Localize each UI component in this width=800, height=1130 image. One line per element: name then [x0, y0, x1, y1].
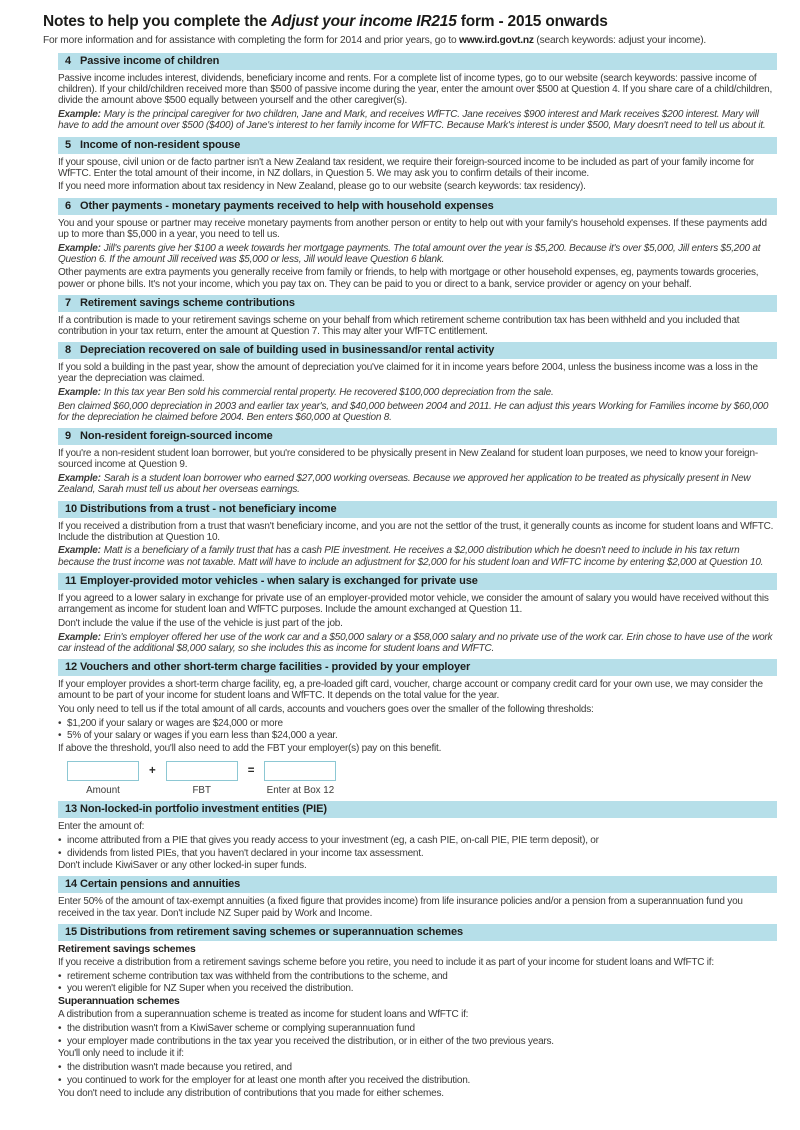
paragraph: Enter the amount of:	[58, 821, 145, 833]
bullet-icon: •	[58, 1023, 62, 1035]
bullet-item	[58, 983, 777, 994]
section-header	[58, 876, 777, 893]
section-number: 11	[65, 574, 77, 587]
example-label: Example:	[58, 387, 101, 399]
section-6	[58, 198, 777, 290]
section-15	[58, 924, 777, 1099]
bullet-icon: •	[58, 717, 62, 729]
bullet-text: the distribution wasn't from a KiwiSaver scheme or complying superannuation fund	[67, 1023, 415, 1035]
example-paragraph	[58, 473, 777, 495]
page-title	[43, 13, 786, 31]
bullet-item	[58, 848, 777, 859]
example-text: Sarah is a student loan borrower who earned $27,000 working overseas. Because we approved her application to be treated as physically present in New Zealand, Sarah must tell us about her overseas earnings.	[58, 473, 751, 496]
section-header	[58, 295, 777, 312]
bullet-text: the distribution wasn't made because you retired, and	[67, 1062, 292, 1074]
section-5	[58, 137, 777, 193]
section-13	[58, 801, 777, 871]
fbt-calculation-row	[67, 761, 777, 796]
section-12	[58, 659, 777, 796]
section-header	[58, 659, 777, 676]
bullet-item	[58, 718, 777, 729]
paragraph: If above the threshold, you'll also need to add the FBT your employer(s) pay on this benefit.	[58, 742, 442, 754]
section-number: 5	[65, 138, 72, 151]
bullet-icon: •	[58, 1074, 62, 1086]
paragraph: Other payments are extra payments you generally receive from family or friends, to help with mortgage or other household expenses, eg, payments towards groceries, power or phone bills. It's not your income, which you pay tax on. They can be paid to you or direct to a bank, service provider or agency on your behalf.	[58, 267, 759, 290]
paragraph: Don't include KiwiSaver or any other locked-in super funds.	[58, 860, 307, 872]
fbt-label: FBT	[192, 785, 211, 797]
paragraph: If you agreed to a lower salary in exchange for private use of an employer-provided motor vehicle, we consider the amount of salary you would have received without this arrangement as income for student loan and WfFTC purposes. Include the amount exchanged at Question 11.	[58, 592, 769, 616]
example-text: Matt is a beneficiary of a family trust that has a cash PIE investment. He receives a $2,000 distribution which he doesn't need to include in his tax return because the trust income was not taxable. Matt will have to include an adjustment for $2,000 for his student loan and WfFTC income by entering $2,000 at Question 10.	[58, 545, 764, 568]
section-7	[58, 295, 777, 337]
section-title: Other payments - monetary payments received to help with household expenses	[80, 199, 494, 212]
section-header	[58, 53, 777, 70]
enter-at-box-12-cell	[264, 761, 336, 796]
form-name-italic: Adjust your income IR215	[271, 13, 457, 30]
section-number: 15	[65, 925, 78, 938]
bullet-item	[58, 1075, 777, 1086]
intro-line	[43, 35, 786, 46]
section-header	[58, 342, 777, 359]
section-number: 7	[65, 296, 72, 309]
section-header	[58, 801, 777, 818]
fbt-input[interactable]	[166, 761, 238, 781]
section-title: Distributions from a trust - not beneficiary income	[80, 502, 337, 515]
paragraph: If a contribution is made to your retirement savings scheme on your behalf from which retirement scheme contribution tax has been withheld and you included that contribution in your tax return, enter the amount at Question 7. This may alter your WfFTC entitlement.	[58, 314, 740, 338]
section-4	[58, 53, 777, 132]
example-continued: Ben claimed $60,000 depreciation in 2003 and earlier tax year's, and $40,000 between 2004 and 2011. He can adjust this years Working for Families income by $60,000 for the depreciation he claimed before 2004. Ben enters $60,000 at Question 8.	[58, 400, 769, 424]
bullet-item	[58, 971, 777, 982]
example-text: Mary is the principal caregiver for two children, Jane and Mark, and receives WfFTC. Jane receives $900 interest and Mark receives $200 interest. Mary will have to add the amount over $500 ($400) of Jane's interest to her family income for WfFTC. Because Mark's interest is under $500, Mary doesn't need to tell us about it.	[58, 109, 766, 132]
paragraph: If you receive a distribution from a retirement savings scheme before you retire, you need to include it as part of your income for student loans and WfFTC if:	[58, 957, 714, 969]
sub-heading: Retirement savings schemes	[58, 943, 196, 955]
section-number: 12	[65, 660, 78, 673]
section-header	[58, 198, 777, 215]
bullet-item	[58, 835, 777, 846]
section-9	[58, 428, 777, 495]
bullet-icon: •	[58, 834, 62, 846]
example-paragraph	[58, 243, 777, 265]
bullet-text: income attributed from a PIE that gives you ready access to your investment (eg, a cash PIE, on-call PIE, PIE term deposit), or	[67, 834, 599, 846]
section-title: Non-resident foreign-sourced income	[80, 430, 273, 443]
section-header	[58, 428, 777, 445]
section-number: 13	[65, 803, 78, 816]
section-8	[58, 342, 777, 423]
bullet-item	[58, 1062, 777, 1073]
example-paragraph	[58, 109, 777, 131]
section-number: 4	[65, 55, 72, 67]
section-number: 9	[65, 430, 72, 443]
example-text: In this tax year Ben sold his commercial rental property. He recovered $100,000 depreciation from the sale.	[103, 387, 554, 399]
title-text-suffix: form - 2015 onwards	[456, 13, 608, 30]
section-title: Employer-provided motor vehicles - when salary is exchanged for private use	[80, 574, 478, 587]
section-number: 6	[65, 199, 72, 212]
paragraph: You'll only need to include it if:	[58, 1048, 184, 1060]
bullet-text: you continued to work for the employer for at least one month after you received the distribution.	[67, 1074, 471, 1086]
plus-operator: +	[149, 765, 156, 778]
title-text-prefix: Notes to help you complete the	[43, 13, 272, 30]
bullet-icon: •	[58, 847, 62, 859]
bullet-icon: •	[58, 1062, 62, 1074]
fbt-cell	[166, 761, 238, 796]
bullet-text: dividends from listed PIEs, that you haven't declared in your income tax assessment.	[67, 847, 424, 859]
section-title: Non-locked-in portfolio investment entities (PIE)	[80, 803, 327, 816]
sub-heading: Superannuation schemes	[58, 996, 180, 1008]
paragraph: Don't include the value if the use of the vehicle is just part of the job.	[58, 617, 343, 629]
example-paragraph	[58, 545, 777, 567]
section-number: 14	[65, 878, 78, 891]
bullet-text: $1,200 if your salary or wages are $24,000 or more	[67, 717, 283, 729]
bullet-text: you weren't eligible for NZ Super when you received the distribution.	[67, 983, 354, 995]
section-number: 8	[65, 344, 72, 357]
example-paragraph	[58, 387, 777, 398]
ird-website-text: www.ird.govt.nz	[459, 35, 534, 46]
section-header	[58, 924, 777, 941]
paragraph: If your spouse, civil union or de facto partner isn't a New Zealand tax resident, we require their foreign-sourced income to be included as part of your family income for WfFTC. Enter the total amount of their income, in NZ dollars, in Question 5. We may ask you to confirm details of their income.	[58, 156, 754, 179]
paragraph: If your employer provides a short-term charge facility, eg, a pre-loaded gift card, voucher, charge account or company credit card for your own use, we may consider the amount to be part of your income for student loans and WfFTC. It depends on the total value for the year.	[58, 678, 763, 702]
example-text: Jill's parents give her $100 a week towards her mortgage payments. The total amount over the year is $5,200. Because it's over $5,000, Jill enters $5,200 at Question 6. If the amount Jill received was $5,000 or less, Jill would leave Question 6 blank.	[58, 242, 761, 265]
section-title: Certain pensions and annuities	[80, 878, 241, 891]
example-text: Erin's employer offered her use of the work car and a $50,000 salary or a $58,000 salary and no private use of the work car. Erin chose to have use of the work car instead of the additional $8,000 salary, so she includes this as income for student loans and WfFTC.	[58, 631, 773, 654]
bullet-text: your employer made contributions in the tax year you received the distribution, or in either of the two previous years.	[67, 1035, 554, 1047]
example-label: Example:	[58, 109, 101, 121]
bullet-item	[58, 1036, 777, 1047]
intro-text-prefix: For more information and for assistance with completing the form for 2014 and prior years, go to	[43, 35, 460, 46]
intro-text-suffix: (search keywords: adjust your income).	[533, 35, 707, 46]
enter-at-box-12-label: Enter at Box 12	[266, 785, 335, 797]
bullet-item	[58, 730, 777, 741]
paragraph: If you're a non-resident student loan borrower, but you're considered to be physically present in New Zealand for student loan purposes, we need to know your foreign-sourced income at Question 9.	[58, 448, 758, 471]
notes-sections	[58, 53, 777, 1099]
section-14	[58, 876, 777, 918]
paragraph: Enter 50% of the amount of tax-exempt annuities (a fixed figure that provides income) from life insurance policies and/or a pension from a superannuation fund you received in the tax year. Don't include NZ Super paid by Work and Income.	[58, 896, 743, 919]
section-title: Income of non-resident spouse	[80, 138, 241, 151]
bullet-icon: •	[58, 730, 62, 742]
section-11	[58, 573, 777, 654]
example-label: Example:	[58, 242, 101, 254]
amount-cell	[67, 761, 139, 796]
bullet-icon: •	[58, 983, 62, 995]
section-title: Retirement savings scheme contributions	[80, 296, 295, 309]
paragraph: If you need more information about tax residency in New Zealand, please go to our website (search keywords: tax residency).	[58, 181, 586, 193]
section-title: Passive income of children	[80, 55, 220, 67]
section-header	[58, 573, 777, 590]
paragraph: Passive income includes interest, dividends, beneficiary income and rents. For a complete list of income types, go to our website (search keywords: passive income of children). If your child/children received more than $500 of passive income during the year, enter the amount over $500 at Question 4. If you share care of a child/children, divide the amount above $500 equally between yourself and the other caregiver(s).	[58, 73, 773, 107]
paragraph: If you sold a building in the past year, show the amount of depreciation you've claimed for it in income years before 2004, unless the business income was a loss in the year the depreciation was claimed.	[58, 362, 758, 385]
example-label: Example:	[58, 473, 101, 485]
enter-at-box-12-input[interactable]	[264, 761, 336, 781]
section-title: Distributions from retirement saving schemes or superannuation schemes	[80, 925, 463, 938]
section-title: Depreciation recovered on sale of building used in businessand/or rental activity	[80, 344, 495, 357]
paragraph: If you received a distribution from a trust that wasn't beneficiary income, and you are not the settlor of the trust, it generally counts as income for student loans and WfFTC. Include the distribution at Question 10.	[58, 520, 774, 543]
paragraph: A distribution from a superannuation scheme is treated as income for student loans and WfFTC if:	[58, 1009, 469, 1021]
paragraph: You only need to tell us if the total amount of all cards, accounts and vouchers goes over the smaller of the following thresholds:	[58, 703, 594, 715]
equals-operator: =	[247, 765, 255, 778]
amount-label: Amount	[86, 785, 120, 797]
example-label: Example:	[58, 631, 101, 643]
bullet-text: retirement scheme contribution tax was withheld from the contributions to the scheme, and	[67, 970, 448, 982]
bullet-item	[58, 1023, 777, 1034]
section-header	[58, 501, 777, 518]
section-10	[58, 501, 777, 568]
bullet-icon: •	[58, 970, 62, 982]
bullet-icon: •	[58, 1035, 62, 1047]
paragraph: You don't need to include any distribution of contributions that you made for either schemes.	[58, 1087, 444, 1099]
paragraph: You and your spouse or partner may receive monetary payments from another person or entity to help out with your family's household expenses. If these payments add up to more than $5,000 in a year, you need to tell us.	[58, 217, 767, 240]
example-paragraph	[58, 632, 777, 654]
section-header	[58, 137, 777, 154]
amount-input[interactable]	[67, 761, 139, 781]
example-label: Example:	[58, 545, 101, 557]
section-title: Vouchers and other short-term charge facilities - provided by your employer	[80, 660, 471, 673]
bullet-text: 5% of your salary or wages if you earn less than $24,000 a year.	[67, 730, 338, 742]
section-number: 10	[65, 502, 78, 515]
